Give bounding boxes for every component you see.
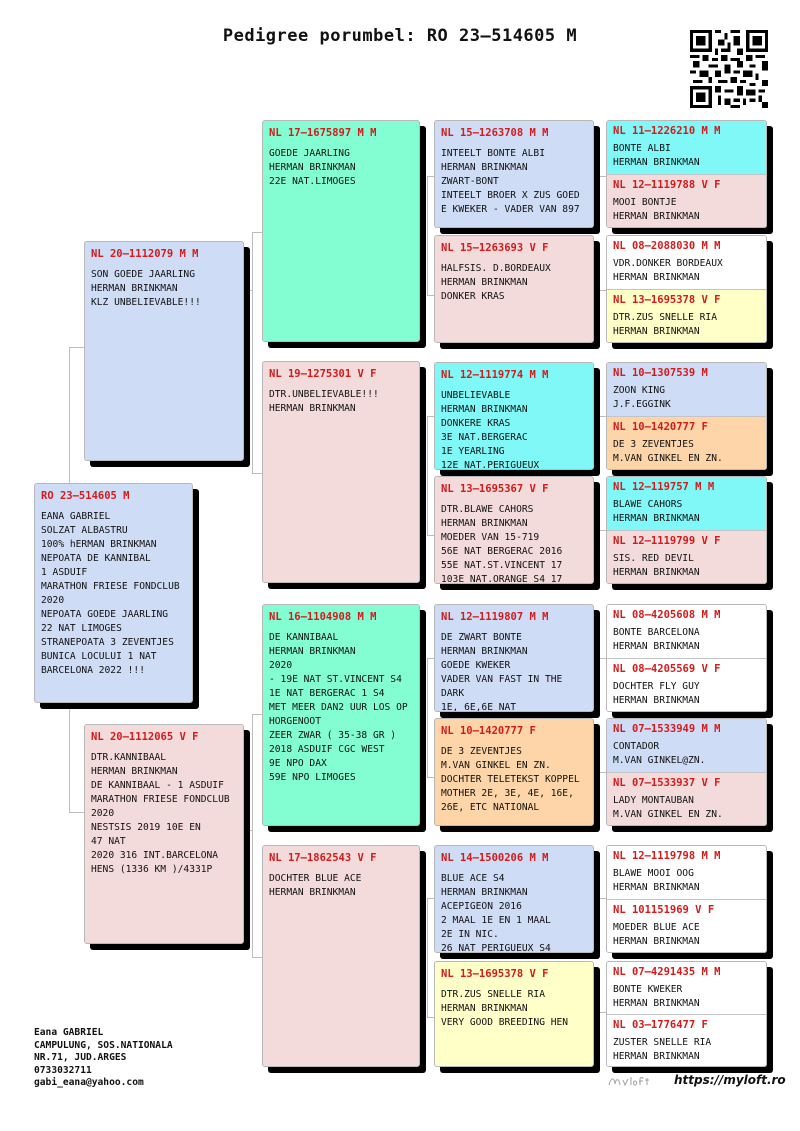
info-line: SON GOEDE JAARLING <box>91 269 195 280</box>
info-line: 2020 <box>269 660 293 671</box>
gen4-pair-card[interactable] <box>606 362 767 470</box>
info-line: DOCHTER BLUE ACE <box>269 873 362 884</box>
ring-number: NL 12–119757 M M <box>613 481 715 493</box>
info-line: 1 ASDUIF <box>41 567 88 578</box>
info-line: ZWART-BONT <box>441 176 499 187</box>
info-line: DONKER KRAS <box>441 291 505 302</box>
ring-number: NL 10–1307539 M <box>613 367 708 379</box>
info-line: HERMAN BRINKMAN <box>441 518 528 529</box>
info-line: EANA GABRIEL <box>41 511 111 522</box>
info-line: M.VAN GINKEL@ZN. <box>613 755 706 766</box>
info-line: DE 3 ZEVENTJES <box>441 746 522 757</box>
ring-number: NL 19–1275301 V F <box>269 368 377 380</box>
ring-number: NL 10–1420777 F <box>613 421 708 433</box>
info-line: ZEER ZWAR ( 35-38 GR ) <box>269 730 397 741</box>
info-line: 1E, 6E,6E NAT <box>441 702 517 712</box>
info-line: MARATHON FRIESE FONDCLUB <box>91 794 230 805</box>
grandparent-card[interactable] <box>262 845 420 1067</box>
info-line: DTR.ZUS SNELLE RIA <box>441 989 545 1000</box>
info-line: 100% hERMAN BRINKMAN <box>41 539 157 550</box>
info-line: 2020 <box>41 595 65 606</box>
owner-line: Eana GABRIEL <box>34 1027 104 1038</box>
info-line: DE KANNIBAAL <box>269 632 339 643</box>
connector-line <box>244 290 252 291</box>
info-line: ZUSTER SNELLE RIA <box>613 1037 712 1048</box>
info-line: 9E NPO DAX <box>269 758 327 769</box>
ring-number: NL 07–4291435 M M <box>613 966 721 978</box>
info-line: HERMAN BRINKMAN <box>613 998 700 1009</box>
info-line: HERMAN BRINKMAN <box>441 887 528 898</box>
info-line: 2020 316 INT.BARCELONA <box>91 850 219 861</box>
info-line: HERMAN BRINKMAN <box>441 162 528 173</box>
gen4-top-half[interactable] <box>607 962 766 1014</box>
connector-line <box>599 290 606 291</box>
ring-number: NL 20–1112065 V F <box>91 731 199 743</box>
connector-line <box>599 658 606 659</box>
info-line: HERMAN BRINKMAN <box>613 695 700 706</box>
owner-line: 0733032711 <box>34 1064 92 1076</box>
info-line: 3E NAT.BERGERAC <box>441 432 528 443</box>
ring-number: NL 17–1675897 M M <box>269 127 377 139</box>
info-line: BLAWE MOOI OOG <box>613 868 694 879</box>
info-line: HERMAN BRINKMAN <box>613 567 700 578</box>
gen4-pair-card[interactable] <box>606 476 767 584</box>
gen4-pair-card[interactable] <box>606 718 767 826</box>
info-line: VERY GOOD BREEDING HEN <box>441 1017 569 1028</box>
info-line: DOCHTER FLY GUY <box>613 681 700 692</box>
info-line: M.VAN GINKEL EN ZN. <box>613 809 723 820</box>
connector-line <box>599 1012 606 1013</box>
info-line: NESTSIS 2019 10E EN <box>91 822 201 833</box>
info-line: HERMAN BRINKMAN <box>269 887 356 898</box>
grandparent-card[interactable] <box>262 361 420 583</box>
info-line: SIS. RED DEVIL <box>613 553 694 564</box>
ring-number: NL 11–1226210 M M <box>613 125 721 137</box>
gen4-bottom-half[interactable] <box>607 658 766 712</box>
info-line: HALFSIS. D.BORDEAUX <box>441 263 551 274</box>
grandparent-card[interactable] <box>262 120 420 342</box>
info-line: VDR.DONKER BORDEAUX <box>613 258 723 269</box>
ring-number: NL 13–1695378 V F <box>613 294 721 306</box>
info-line: UNBELIEVABLE <box>441 390 511 401</box>
ring-number: NL 13–1695378 V F <box>441 968 549 980</box>
info-line: 2020 <box>91 808 115 819</box>
info-line: ZOON KING <box>613 385 665 396</box>
ring-number: NL 12–1119807 M M <box>441 611 549 623</box>
gen4-bottom-half[interactable] <box>607 289 766 343</box>
gen4-top-half[interactable] <box>607 477 766 530</box>
info-line: M.VAN GINKEL EN ZN. <box>613 453 723 464</box>
info-line: HERMAN BRINKMAN <box>441 1003 528 1014</box>
connector-line <box>599 530 606 531</box>
subject-card[interactable] <box>34 483 193 703</box>
info-line: E KWEKER - VADER VAN 897 <box>441 204 580 215</box>
owner-email[interactable]: gabi_eana@yahoo.com <box>34 1077 144 1089</box>
info-line: HORGENOOT <box>269 716 321 727</box>
connector-line <box>599 176 606 177</box>
ring-number: RO 23–514605 M <box>41 490 130 502</box>
info-line: 1E NAT BERGERAC 1 S4 <box>269 688 385 699</box>
info-line: BARCELONA 2022 !!! <box>41 665 145 676</box>
info-line: 47 NAT <box>91 836 126 847</box>
ring-number: NL 12–1119774 M M <box>441 369 549 381</box>
info-line: STRANEPOATA 3 ZEVENTJES <box>41 637 174 648</box>
info-line: DTR.BLAWE CAHORS <box>441 504 534 515</box>
footer-link[interactable]: https://myloft.ro <box>674 1073 786 1087</box>
info-line: DARK <box>441 688 465 699</box>
info-line: BUNICA LOCULUI 1 NAT <box>41 651 157 662</box>
info-line: 26 NAT PERIGUEUX S4 <box>441 943 551 953</box>
info-line: HENS (1336 KM )/4331P <box>91 864 213 875</box>
info-line: 56E NAT BERGERAC 2016 <box>441 546 563 557</box>
info-line: DTR.ZUS SNELLE RIA <box>613 312 717 323</box>
qr-code-icon <box>690 30 768 108</box>
ring-number: NL 07–1533937 V F <box>613 777 721 789</box>
info-line: DOCHTER TELETEKST KOPPEL <box>441 774 580 785</box>
info-line: 103E NAT.ORANGE S4 17 <box>441 574 563 584</box>
info-line: HERMAN BRINKMAN <box>613 513 700 524</box>
myloft-logo-icon <box>607 1075 663 1088</box>
info-line: HERMAN BRINKMAN <box>269 646 356 657</box>
info-line: 2 MAAL 1E EN 1 MAAL <box>441 915 551 926</box>
gen4-pair-card[interactable] <box>606 120 767 228</box>
info-line: J.F.EGGINK <box>613 399 671 410</box>
gen4-top-half[interactable] <box>607 846 766 899</box>
info-line: LADY MONTAUBAN <box>613 795 694 806</box>
ring-number: NL 08–4205569 V F <box>613 663 721 675</box>
info-line: HERMAN BRINKMAN <box>613 326 700 337</box>
info-line: BONTE KWEKER <box>613 984 683 995</box>
ring-number: NL 15–1263708 M M <box>441 127 549 139</box>
gen4-top-half[interactable] <box>607 236 766 289</box>
info-line: CONTADOR <box>613 741 660 752</box>
info-line: HERMAN BRINKMAN <box>91 766 178 777</box>
info-line: - 19E NAT ST.VINCENT S4 <box>269 674 402 685</box>
info-line: NEPOATA GOEDE JAARLING <box>41 609 169 620</box>
info-line: INTEELT BROER X ZUS GOED <box>441 190 580 201</box>
gen4-top-half[interactable] <box>607 719 766 772</box>
ring-number: NL 14–1500206 M M <box>441 852 549 864</box>
info-line: 26E, ETC NATIONAL <box>441 802 540 813</box>
gen4-top-half[interactable] <box>607 605 766 658</box>
info-line: 22 NAT LIMOGES <box>41 623 122 634</box>
info-line: 22E NAT.LIMOGES <box>269 176 356 187</box>
info-line: HERMAN BRINKMAN <box>613 272 700 283</box>
great-grandparent-card[interactable] <box>434 718 594 826</box>
gen4-bottom-half[interactable] <box>607 174 766 228</box>
info-line: 2E IN NIC. <box>441 929 499 940</box>
page-title: Pedigree porumbel: RO 23–514605 M <box>222 26 578 46</box>
info-line: KLZ UNBELIEVABLE!!! <box>91 297 201 308</box>
gen4-pair-card[interactable] <box>606 961 767 1067</box>
gen4-top-half[interactable] <box>607 121 766 174</box>
ring-number: NL 17–1862543 V F <box>269 852 377 864</box>
gen4-pair-card[interactable] <box>606 235 767 343</box>
ring-number: NL 07–1533949 M M <box>613 723 721 735</box>
info-line: 2018 ASDUIF CGC WEST <box>269 744 385 755</box>
info-line: HERMAN BRINKMAN <box>613 936 700 947</box>
grandparent-card[interactable] <box>262 604 420 826</box>
gen4-top-half[interactable] <box>607 363 766 416</box>
great-grandparent-card[interactable] <box>434 476 594 584</box>
ring-number: NL 13–1695367 V F <box>441 483 549 495</box>
ring-number: NL 08–2088030 M M <box>613 240 721 252</box>
ring-number: NL 20–1112079 M M <box>91 248 199 260</box>
info-line: HERMAN BRINKMAN <box>613 641 700 652</box>
ring-number: NL 15–1263693 V F <box>441 242 549 254</box>
info-line: HERMAN BRINKMAN <box>613 211 700 222</box>
gen4-bottom-half[interactable] <box>607 1014 766 1067</box>
info-line: GOEDE KWEKER <box>441 660 511 671</box>
info-line: ACEPIGEON 2016 <box>441 901 522 912</box>
info-line: HERMAN BRINKMAN <box>613 882 700 893</box>
info-line: HERMAN BRINKMAN <box>613 1051 700 1062</box>
great-grandparent-card[interactable] <box>434 235 594 343</box>
info-line: 1E YEARLING <box>441 446 505 457</box>
info-line: VADER VAN FAST IN THE <box>441 674 563 685</box>
info-line: HERMAN BRINKMAN <box>269 403 356 414</box>
gen4-pair-card[interactable] <box>606 604 767 712</box>
great-grandparent-card[interactable] <box>434 362 594 470</box>
info-line: DE ZWART BONTE <box>441 632 522 643</box>
info-line: INTEELT BONTE ALBI <box>441 148 545 159</box>
connector-line <box>244 830 252 831</box>
owner-info <box>34 1027 173 1090</box>
ring-number: NL 16–1104908 M M <box>269 611 377 623</box>
ring-number: NL 03–1776477 F <box>613 1019 708 1031</box>
connector-line <box>599 416 606 417</box>
info-line: M.VAN GINKEL EN ZN. <box>441 760 551 771</box>
info-line: 59E NPO LIMOGES <box>269 772 356 783</box>
great-grandparent-card[interactable] <box>434 845 594 953</box>
gen4-bottom-half[interactable] <box>607 530 766 584</box>
info-line: GOEDE JAARLING <box>269 148 350 159</box>
info-line: DONKERE KRAS <box>441 418 511 429</box>
ring-number: NL 12–1119799 V F <box>613 535 721 547</box>
gen4-bottom-half[interactable] <box>607 416 766 470</box>
ring-number: NL 101151969 V F <box>613 904 715 916</box>
info-line: BLUE ACE S4 <box>441 873 505 884</box>
info-line: MOEDER VAN 15-719 <box>441 532 540 543</box>
info-line: MARATHON FRIESE FONDCLUB <box>41 581 180 592</box>
info-line: MET MEER DAN2 UUR LOS OP <box>269 702 408 713</box>
great-grandparent-card[interactable] <box>434 604 594 712</box>
connector-line <box>599 772 606 773</box>
gen4-bottom-half[interactable] <box>607 899 766 953</box>
info-line: 55E NAT.ST.VINCENT 17 <box>441 560 563 571</box>
owner-line: CAMPULUNG, SOS.NATIONALA <box>34 1039 173 1051</box>
info-line: BLAWE CAHORS <box>613 499 683 510</box>
great-grandparent-card[interactable] <box>434 961 594 1067</box>
info-line: HERMAN BRINKMAN <box>613 157 700 168</box>
gen4-pair-card[interactable] <box>606 845 767 953</box>
sire-card[interactable] <box>84 241 244 461</box>
info-line: DE 3 ZEVENTJES <box>613 439 694 450</box>
info-line: DTR.UNBELIEVABLE!!! <box>269 389 379 400</box>
info-line: HERMAN BRINKMAN <box>269 162 356 173</box>
info-line: 12E NAT.PERIGUEUX <box>441 460 540 470</box>
info-line: SOLZAT ALBASTRU <box>41 525 128 536</box>
info-line: MOOI BONTJE <box>613 197 677 208</box>
info-line: HERMAN BRINKMAN <box>441 277 528 288</box>
info-line: HERMAN BRINKMAN <box>91 283 178 294</box>
ring-number: NL 12–1119788 V F <box>613 179 721 191</box>
ring-number: NL 08–4205608 M M <box>613 609 721 621</box>
info-line: BONTE BARCELONA <box>613 627 700 638</box>
gen4-bottom-half[interactable] <box>607 772 766 826</box>
ring-number: NL 12–1119798 M M <box>613 850 721 862</box>
great-grandparent-card[interactable] <box>434 120 594 228</box>
info-line: MOTHER 2E, 3E, 4E, 16E, <box>441 788 574 799</box>
info-line: MOEDER BLUE ACE <box>613 922 700 933</box>
info-line: NEPOATA DE KANNIBAL <box>41 553 151 564</box>
info-line: HERMAN BRINKMAN <box>441 404 528 415</box>
info-line: BONTE ALBI <box>613 143 671 154</box>
info-line: HERMAN BRINKMAN <box>441 646 528 657</box>
owner-line: NR.71, JUD.ARGES <box>34 1052 127 1064</box>
ring-number: NL 10–1420777 F <box>441 725 536 737</box>
info-line: DE KANNIBAAL - 1 ASDUIF <box>91 780 224 791</box>
info-line: DTR.KANNIBAAL <box>91 752 167 763</box>
connector-line <box>599 898 606 899</box>
dam-card[interactable] <box>84 724 244 944</box>
